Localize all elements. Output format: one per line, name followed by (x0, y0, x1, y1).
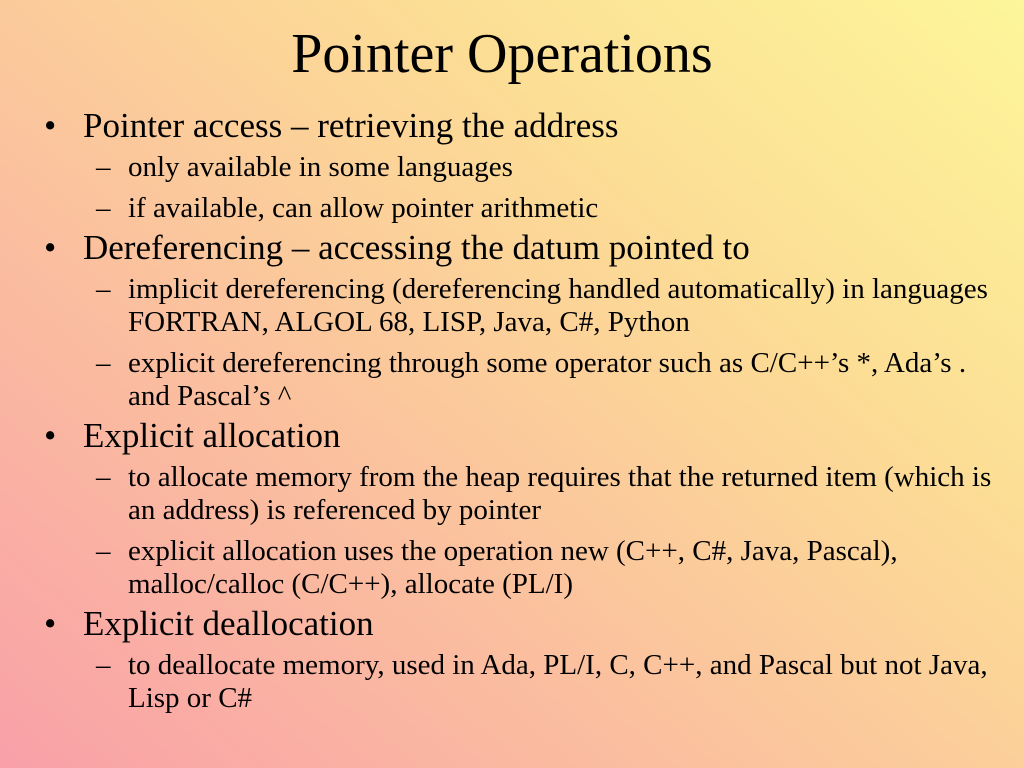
dash-marker: – (96, 151, 111, 183)
sub-bullet-text: explicit dereferencing through some operator such as C/C++’s *, Ada’s . and Pascal’s ^ (128, 347, 967, 412)
bullet-explicit-allocation (40, 415, 1010, 457)
bullet-text: Explicit allocation (83, 416, 341, 455)
bullet-text: Explicit deallocation (83, 604, 374, 643)
bullet-marker: • (44, 228, 57, 267)
sub-bullet (40, 151, 1010, 184)
bullet-text: Dereferencing – accessing the datum pointed to (83, 228, 750, 267)
sub-bullet (40, 192, 1010, 225)
sub-bullet-text: explicit allocation uses the operation new (C++, C#, Java, Pascal), malloc/calloc (C/C++), allocate (PL/I) (128, 535, 898, 600)
bullet-pointer-access (40, 105, 1010, 147)
sub-bullet (40, 273, 1010, 339)
sub-bullet-text: to deallocate memory, used in Ada, PL/I, C, C++, and Pascal but not Java, Lisp or C# (128, 649, 988, 714)
sub-bullet (40, 535, 1010, 601)
dash-marker: – (96, 273, 111, 305)
sub-bullet (40, 461, 1010, 527)
bullet-explicit-deallocation (40, 603, 1010, 645)
sub-bullet-text: implicit dereferencing (dereferencing handled automatically) in languages FORTRAN, ALGOL 68, LISP, Java, C#, Python (128, 273, 988, 338)
sub-bullet (40, 347, 1010, 413)
slide-title: Pointer Operations (291, 23, 713, 85)
bullet-marker: • (44, 604, 57, 643)
dash-marker: – (96, 192, 111, 224)
sub-bullet-text: to allocate memory from the heap requires that the returned item (which is an address) is referenced by pointer (128, 461, 992, 526)
bullet-list (40, 103, 1010, 715)
bullet-marker: • (44, 106, 57, 145)
dash-marker: – (96, 535, 111, 567)
bullet-marker: • (44, 416, 57, 455)
bullet-dereferencing (40, 227, 1010, 269)
dash-marker: – (96, 649, 111, 681)
dash-marker: – (96, 347, 111, 379)
sub-bullet-text: if available, can allow pointer arithmetic (128, 192, 599, 224)
dash-marker: – (96, 461, 111, 493)
sub-bullet (40, 649, 1010, 715)
sub-bullet-text: only available in some languages (128, 151, 513, 183)
bullet-text: Pointer access – retrieving the address (83, 106, 619, 145)
